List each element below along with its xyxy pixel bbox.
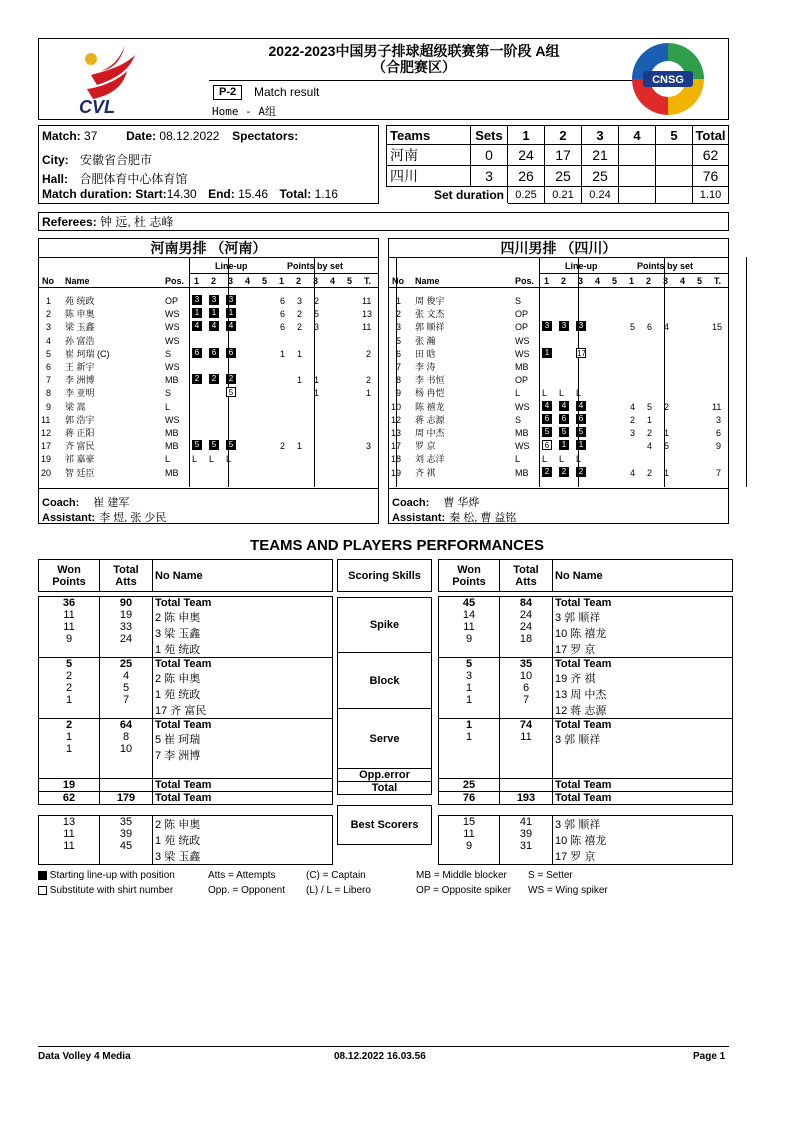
set-points: 2 xyxy=(314,296,320,306)
skill-section: 1 1 74 11 Total Team 3 郭 顺祥 xyxy=(439,719,733,779)
best-scorer-name: 1 苑 统政 xyxy=(155,835,201,847)
player-name: 张 文杰 xyxy=(415,309,445,320)
scorer-name: 2 陈 申奥 xyxy=(155,673,201,685)
player-number: 17 xyxy=(41,441,52,452)
player-position: MB xyxy=(165,441,179,452)
lineup-mark: 2 xyxy=(542,467,552,477)
match-date: 08.12.2022 xyxy=(159,129,220,143)
player-position: MB xyxy=(515,362,529,372)
player-number: 5 xyxy=(46,348,52,359)
skill-label: Serve xyxy=(338,709,432,769)
lineup-mark: 2 xyxy=(192,374,202,384)
player-row xyxy=(389,440,730,453)
set-points: 1 xyxy=(314,388,320,399)
referee-names: 钟 远, 杜 志峰 xyxy=(100,215,174,229)
player-row xyxy=(389,467,730,480)
skill-section: 45 14 11 9 84 24 24 18 Total Team 3 郭 顺祥 10 陈 禧龙 17 罗 京 xyxy=(439,597,733,658)
lineup-mark: 3 xyxy=(192,295,202,305)
cnsg-logo-text: CNSG xyxy=(652,74,684,86)
page-description: Match result xyxy=(254,85,320,99)
lineup-mark: 5 xyxy=(226,387,236,397)
player-name: 苑 统政 xyxy=(65,296,95,306)
player-row xyxy=(389,321,730,334)
player-row xyxy=(389,453,730,466)
lineup-mark: L xyxy=(576,454,582,465)
player-row xyxy=(39,308,380,321)
scorer-name: 3 梁 玉鑫 xyxy=(155,628,201,640)
lineup-mark: 4 xyxy=(542,401,552,411)
opp-error-row: 25 Total Team xyxy=(439,779,733,792)
lineup-mark: 4 xyxy=(226,321,236,331)
lineup-mark: 1 xyxy=(192,308,202,318)
lineup-mark: 4 xyxy=(192,321,202,331)
lineup-mark: 2 xyxy=(226,374,236,384)
set-points: 1 xyxy=(297,441,303,452)
lineup-mark: 5 xyxy=(576,427,586,437)
player-number: 9 xyxy=(46,401,52,412)
team-name: 河南男排 （河南） xyxy=(39,239,378,258)
total-points: 11 xyxy=(362,296,372,306)
player-number: 1 xyxy=(46,296,52,306)
set-points: 2 xyxy=(280,441,286,452)
set-points: 1 xyxy=(297,375,303,386)
total-points: 15 xyxy=(712,322,723,333)
player-number: 2 xyxy=(396,309,402,320)
lineup-mark: 1 xyxy=(226,308,236,318)
skill-section: 2 1 1 64 8 10 Total Team 5 崔 珂瑞 7 李 洲博 xyxy=(39,719,333,779)
lineup-mark: 3 xyxy=(542,321,552,331)
lineup-mark: 3 xyxy=(209,295,219,305)
player-number: 2 xyxy=(46,309,52,320)
footer-page: Page 1 xyxy=(693,1051,726,1062)
player-position: OP xyxy=(515,309,529,320)
set-points: 5 xyxy=(647,401,653,412)
lineup-mark: 17 xyxy=(577,348,586,358)
set-points: 4 xyxy=(630,467,636,478)
match-hall: 合肥体育中心体育馆 xyxy=(79,172,188,186)
starting-square-icon xyxy=(38,871,47,880)
player-position: S xyxy=(515,296,522,306)
lineup-mark: 4 xyxy=(209,321,219,331)
player-name: 蒋 正阳 xyxy=(65,428,95,438)
opp-error-row: 19 Total Team xyxy=(39,779,333,792)
cnsg-logo xyxy=(629,41,707,117)
player-position: WS xyxy=(165,335,180,346)
lineup-mark: 5 xyxy=(192,440,202,450)
player-row xyxy=(39,321,380,334)
scorer-name: 12 蒋 志源 xyxy=(555,705,607,717)
skill-section: 5 3 1 1 35 10 6 7 Total Team 19 齐 祺 13 周 中杰 12 蒋 志源 xyxy=(439,658,733,719)
player-position: WS xyxy=(165,322,180,333)
player-row xyxy=(389,308,730,321)
performance-table-left: Won Points Total Atts No Name 36 11 11 9 90 19 33 24 Total Team 2 陈 申奥 3 梁 玉鑫 1 苑 统政 5 2 2 1 25 4 5 7 Total Team 2 陈 申奥 1 苑 统政 17 齐 富民 2 1 1 64 8 10 Total Team 5 崔 珂瑞 7 李 洲博 19 Total Team 62 179 Total Team 13 11 11 35 39 45 2 陈 申奥 1 苑 统政 3 梁 玉鑫 xyxy=(38,559,333,865)
skill-section: 36 11 11 9 90 19 33 24 Total Team 2 陈 申奥 3 梁 玉鑫 1 苑 统政 xyxy=(39,597,333,658)
player-number: 4 xyxy=(46,335,52,346)
lineup-mark: 6 xyxy=(192,348,202,358)
scorer-name: 13 周 中杰 xyxy=(555,689,607,701)
lineup-mark: 5 xyxy=(209,440,219,450)
player-name: 周 中杰 xyxy=(415,428,445,438)
footer-timestamp: 08.12.2022 16.03.56 xyxy=(334,1051,426,1062)
scorer-name: 2 陈 申奥 xyxy=(155,612,201,624)
total-row: 76 193 Total Team xyxy=(439,792,733,805)
player-number: 3 xyxy=(46,322,52,333)
player-position: WS xyxy=(165,414,180,425)
player-position: WS xyxy=(515,401,530,412)
scorer-name: 3 郭 顺祥 xyxy=(555,734,601,746)
score-header-row: Teams Sets 1 2 3 4 5 Total xyxy=(387,126,729,145)
set-points: 6 xyxy=(280,309,286,320)
player-row xyxy=(39,440,380,453)
set-points: 6 xyxy=(280,322,286,333)
player-name: 齐 富民 xyxy=(65,441,95,452)
lineup-mark: 5 xyxy=(226,440,236,450)
scorer-name: 7 李 洲博 xyxy=(155,750,201,762)
player-number: 19 xyxy=(391,467,402,478)
lineup-mark: L xyxy=(559,388,565,399)
set-points: 2 xyxy=(664,401,670,412)
player-name: 田 晗 xyxy=(415,348,436,359)
player-name: 崔 珂瑞 (C) xyxy=(65,348,110,359)
set-points: 1 xyxy=(280,348,286,359)
scorer-name: Total Team xyxy=(155,597,212,609)
lineup-mark: 6 xyxy=(209,348,219,358)
player-row xyxy=(389,374,730,387)
lineup-mark: L xyxy=(542,454,548,465)
player-row xyxy=(389,427,730,440)
best-scorer-name: 2 陈 申奥 xyxy=(155,819,201,831)
report-title: 2022-2023中国男子排球超级联赛第一阶段 A组 （合肥赛区） xyxy=(268,43,560,75)
player-position: MB xyxy=(515,428,529,438)
set-duration-row: Set duration 0.25 0.21 0.24 1.10 xyxy=(387,187,729,204)
score-row-away: 四川 3 26 25 25 76 xyxy=(387,166,729,187)
player-row xyxy=(389,295,730,308)
player-name: 智 廷臣 xyxy=(65,467,95,478)
set-points: 3 xyxy=(630,428,636,438)
player-name: 郭 顺祥 xyxy=(415,322,445,333)
player-position: WS xyxy=(515,335,530,346)
lineup-mark: 6 xyxy=(542,440,552,450)
player-name: 周 俊宇 xyxy=(415,296,445,306)
lineup-mark: 5 xyxy=(559,427,569,437)
player-name: 李 书恒 xyxy=(415,375,445,386)
scorer-name: 10 陈 禧龙 xyxy=(555,628,607,640)
total-points: 3 xyxy=(716,414,722,425)
lineup-mark: 3 xyxy=(226,295,236,305)
set-points: 5 xyxy=(664,441,670,452)
scorer-name: 1 苑 统政 xyxy=(155,644,201,656)
player-row xyxy=(39,401,380,414)
player-row xyxy=(389,348,730,361)
player-row xyxy=(39,295,380,308)
player-position: S xyxy=(165,388,172,399)
player-name: 张 瀚 xyxy=(415,335,436,346)
player-name: 陈 禧龙 xyxy=(415,401,445,412)
player-position: OP xyxy=(165,296,179,306)
set-points: 4 xyxy=(647,441,653,452)
total-points: 3 xyxy=(366,441,372,452)
player-name: 刘 志洋 xyxy=(415,454,445,465)
skill-label: Spike xyxy=(338,598,432,653)
player-name: 杨 冉恺 xyxy=(415,388,445,399)
player-position: OP xyxy=(515,375,529,386)
player-position: WS xyxy=(165,362,180,372)
home-line: Home - A组 xyxy=(212,105,276,118)
player-number: 11 xyxy=(41,414,51,425)
lineup-mark: 2 xyxy=(576,467,586,477)
player-number: 19 xyxy=(41,454,52,465)
player-row xyxy=(389,414,730,427)
player-name: 齐 祺 xyxy=(415,467,436,478)
player-name: 孙 富浩 xyxy=(65,335,95,346)
scorer-name: 19 齐 祺 xyxy=(555,673,596,685)
player-number: 1 xyxy=(396,296,402,306)
player-row xyxy=(389,335,730,348)
player-row xyxy=(389,387,730,400)
coach: Coach: 曹 华烨 xyxy=(392,497,480,509)
player-name: 蒋 志源 xyxy=(415,414,445,425)
match-city: 安徽省合肥市 xyxy=(80,153,153,167)
total-points: 11 xyxy=(362,322,372,333)
total-points: 7 xyxy=(716,467,722,478)
player-number: 6 xyxy=(46,362,52,372)
lineup-mark: L xyxy=(192,454,198,465)
cvl-logo xyxy=(71,41,147,117)
page-code: P-2 xyxy=(213,85,242,100)
assistant-coach: Assistant: 李 煜, 张 少民 xyxy=(42,512,167,524)
total-points: 11 xyxy=(712,401,722,412)
player-name: 李 洲博 xyxy=(65,375,95,386)
player-position: L xyxy=(515,388,521,399)
set-points: 2 xyxy=(647,467,653,478)
score-table xyxy=(386,125,729,204)
scorer-name: Total Team xyxy=(155,719,212,731)
player-number: 20 xyxy=(41,467,52,478)
best-scorers-row: 15 11 9 41 39 31 3 郭 顺祥 10 陈 禧龙 17 罗 京 xyxy=(439,816,733,865)
player-number: 8 xyxy=(396,375,402,386)
lineup-mark: 6 xyxy=(542,414,552,424)
referees: Referees: 钟 远, 杜 志峰 xyxy=(38,212,729,231)
lineup-mark: 4 xyxy=(559,401,569,411)
lineup-mark: L xyxy=(576,388,582,399)
lineup-mark: 5 xyxy=(542,427,552,437)
set-points: 3 xyxy=(314,322,320,333)
player-number: 6 xyxy=(396,348,402,359)
player-number: 9 xyxy=(396,388,402,399)
player-position: S xyxy=(165,348,172,359)
total-row: 62 179 Total Team xyxy=(39,792,333,805)
lineup-mark: 4 xyxy=(576,401,586,411)
best-scorer-name: 10 陈 禧龙 xyxy=(555,835,607,847)
scorer-name: Total Team xyxy=(155,658,212,670)
set-points: 1 xyxy=(664,467,670,478)
total-points: 1 xyxy=(366,388,372,399)
lineup-mark: L xyxy=(209,454,215,465)
player-row xyxy=(389,361,730,374)
lineup-mark: 6 xyxy=(226,348,236,358)
player-name: 陈 申奥 xyxy=(65,309,95,320)
match-number: 37 xyxy=(84,129,98,143)
player-number: 3 xyxy=(396,322,402,333)
set-points: 6 xyxy=(280,296,286,306)
player-number: 7 xyxy=(46,375,52,386)
player-number: 13 xyxy=(391,428,402,438)
best-scorers-row: 13 11 11 35 39 45 2 陈 申奥 1 苑 统政 3 梁 玉鑫 xyxy=(39,816,333,865)
player-row xyxy=(39,453,380,466)
scorer-name: 17 罗 京 xyxy=(555,644,596,656)
set-points: 2 xyxy=(297,309,303,320)
lineup-mark: 1 xyxy=(576,440,586,450)
player-row xyxy=(39,414,380,427)
player-name: 梁 嵩 xyxy=(65,401,86,412)
lineup-mark: 2 xyxy=(559,467,569,477)
player-name: 祁 嘉豪 xyxy=(65,454,95,465)
scorer-name: 3 郭 顺祥 xyxy=(555,612,601,624)
lineup-mark: 3 xyxy=(559,321,569,331)
lineup-mark: 6 xyxy=(559,414,569,424)
skill-label: Block xyxy=(338,653,432,709)
match-info: Match: 37 Date: 08.12.2022 Spectators: City: 安徽省合肥市 Hall: 合肥体育中心体育馆 Match duration: Start:14.30 End: 15.46 Total: 1.16 xyxy=(38,125,379,204)
set-points: 3 xyxy=(297,296,303,306)
player-position: MB xyxy=(165,428,179,438)
lineup-mark: 2 xyxy=(209,374,219,384)
player-position: L xyxy=(165,454,171,465)
total-points: 2 xyxy=(366,375,372,386)
player-name: 王 新宇 xyxy=(65,362,95,372)
total-points: 13 xyxy=(362,309,373,320)
lineup-mark: 3 xyxy=(576,321,586,331)
player-name: 李 亚明 xyxy=(65,388,95,399)
set-points: 1 xyxy=(647,414,653,425)
roster-away: 四川男排 （四川） Line-up Points by set No Name Pos. 1 1 2 2 3 3 4 4 5 5 T. 1 周 俊宇 S 2 张 文杰 OP 3 郭 顺祥 OP 3 3 3 5 6 4 15 5 张 瀚 WS 6 田 晗 WS 1 17 7 李 涛 MB 8 李 书恒 OP 9 杨 冉恺 L L L L 10 陈 禧龙 WS 4 4 4 4 5 2 11 12 蒋 志源 S 6 6 6 2 1 3 13 周 中杰 MB 5 5 5 3 2 1 6 17 罗 京 WS 6 1 1 4 5 9 18 刘 志洋 L L L L 19 齐 祺 MB 2 2 2 4 2 1 7 Coach: 曹 华烨 Assistant: 秦 松, 曹 益铭 xyxy=(388,238,729,524)
total-points: 9 xyxy=(716,441,722,452)
lineup-mark: L xyxy=(542,388,548,399)
set-points: 5 xyxy=(630,322,636,333)
scorer-name: 5 崔 珂瑞 xyxy=(155,734,201,746)
lineup-mark: 1 xyxy=(542,348,552,358)
set-points: 2 xyxy=(297,322,303,333)
score-row-home: 河南 0 24 17 21 62 xyxy=(387,145,729,166)
lineup-mark: 6 xyxy=(576,414,586,424)
player-name: 李 涛 xyxy=(415,362,436,372)
footer-left: Data Volley 4 Media xyxy=(38,1051,131,1062)
substitute-square-icon xyxy=(38,886,47,895)
team-name: 四川男排 （四川） xyxy=(389,239,728,258)
set-points: 1 xyxy=(664,428,670,438)
best-scorer-name: 3 郭 顺祥 xyxy=(555,819,601,831)
total-points: 6 xyxy=(716,428,722,438)
lineup-mark: L xyxy=(226,454,232,465)
skill-section: 5 2 2 1 25 4 5 7 Total Team 2 陈 申奥 1 苑 统政 17 齐 富民 xyxy=(39,658,333,719)
scorer-name: Total Team xyxy=(555,597,612,609)
player-row xyxy=(39,335,380,348)
set-points: 5 xyxy=(314,309,320,320)
player-name: 郭 浩宇 xyxy=(65,414,95,425)
player-row xyxy=(39,348,380,361)
player-number: 12 xyxy=(391,414,402,425)
player-row xyxy=(39,427,380,440)
set-points: 4 xyxy=(664,322,670,333)
player-row xyxy=(39,374,380,387)
best-scorer-name: 17 罗 京 xyxy=(555,851,596,863)
player-position: L xyxy=(165,401,171,412)
cvl-logo-text: CVL xyxy=(79,97,115,117)
performance-title: TEAMS AND PLAYERS PERFORMANCES xyxy=(250,537,544,554)
player-number: 5 xyxy=(396,335,402,346)
player-position: S xyxy=(515,414,522,425)
player-position: WS xyxy=(515,348,530,359)
performance-table-mid: Scoring Skills Spike Block Serve Opp.error Total Best Scorers xyxy=(337,559,432,845)
player-position: OP xyxy=(515,322,529,333)
total-points: 2 xyxy=(366,348,372,359)
assistant-coach: Assistant: 秦 松, 曹 益铭 xyxy=(392,512,517,524)
player-number: 7 xyxy=(396,362,402,372)
set-points: 1 xyxy=(314,375,320,386)
scorer-name: 1 苑 统政 xyxy=(155,689,201,701)
set-points: 2 xyxy=(647,428,653,438)
set-points: 4 xyxy=(630,401,636,412)
set-points: 6 xyxy=(647,322,653,333)
player-name: 梁 玉鑫 xyxy=(65,322,95,333)
player-number: 8 xyxy=(46,388,52,399)
player-number: 12 xyxy=(41,428,52,438)
report-header xyxy=(38,38,729,120)
set-points: 2 xyxy=(630,414,636,425)
lineup-mark: 1 xyxy=(209,308,219,318)
player-position: L xyxy=(515,454,521,465)
set-points: 1 xyxy=(297,348,303,359)
player-name: 罗 京 xyxy=(415,441,436,452)
player-position: MB xyxy=(165,467,179,478)
scorer-name: 17 齐 富民 xyxy=(155,705,207,717)
roster-home: 河南男排 （河南） Line-up Points by set No Name Pos. 1 1 2 2 3 3 4 4 5 5 T. 1 苑 统政 OP 3 3 3 6 3 2 11 2 陈 申奥 WS 1 1 1 6 2 5 13 3 梁 玉鑫 WS 4 4 4 6 2 3 11 4 孙 富浩 WS 5 崔 珂瑞 (C) S 6 6 6 1 1 2 6 王 新宇 WS 7 李 洲博 MB 2 2 2 1 1 2 8 李 亚明 S 5 1 1 9 梁 嵩 L 11 郭 浩宇 WS 12 蒋 正阳 MB 17 齐 富民 MB 5 5 5 2 1 3 19 祁 嘉豪 L L L L 20 智 廷臣 MB Coach: 崔 建军 Assistant: 李 煜, 张 少民 xyxy=(38,238,379,524)
player-position: MB xyxy=(165,375,179,386)
lineup-mark: L xyxy=(559,454,565,465)
player-row xyxy=(389,401,730,414)
player-position: WS xyxy=(515,441,530,452)
best-scorer-name: 3 梁 玉鑫 xyxy=(155,851,201,863)
performance-table-right: Won Points Total Atts No Name 45 14 11 9 84 24 24 18 Total Team 3 郭 顺祥 10 陈 禧龙 17 罗 京 5 3 1 1 35 10 6 7 Total Team 19 齐 祺 13 周 中杰 12 蒋 志源 1 1 74 11 Total Team 3 郭 顺祥 25 Total Team 76 193 Total Team 15 11 9 41 39 31 3 郭 顺祥 10 陈 禧龙 17 罗 京 xyxy=(438,559,733,865)
scorer-name: Total Team xyxy=(555,658,612,670)
player-position: MB xyxy=(515,467,529,478)
lineup-mark: 1 xyxy=(559,440,569,450)
player-number: 17 xyxy=(391,441,402,452)
player-row xyxy=(39,467,380,480)
coach: Coach: 崔 建军 xyxy=(42,497,130,509)
player-row xyxy=(39,361,380,374)
player-number: 10 xyxy=(391,401,402,412)
player-number: 18 xyxy=(391,454,402,465)
player-row xyxy=(39,387,380,400)
scorer-name: Total Team xyxy=(555,719,612,731)
player-position: WS xyxy=(165,309,180,320)
